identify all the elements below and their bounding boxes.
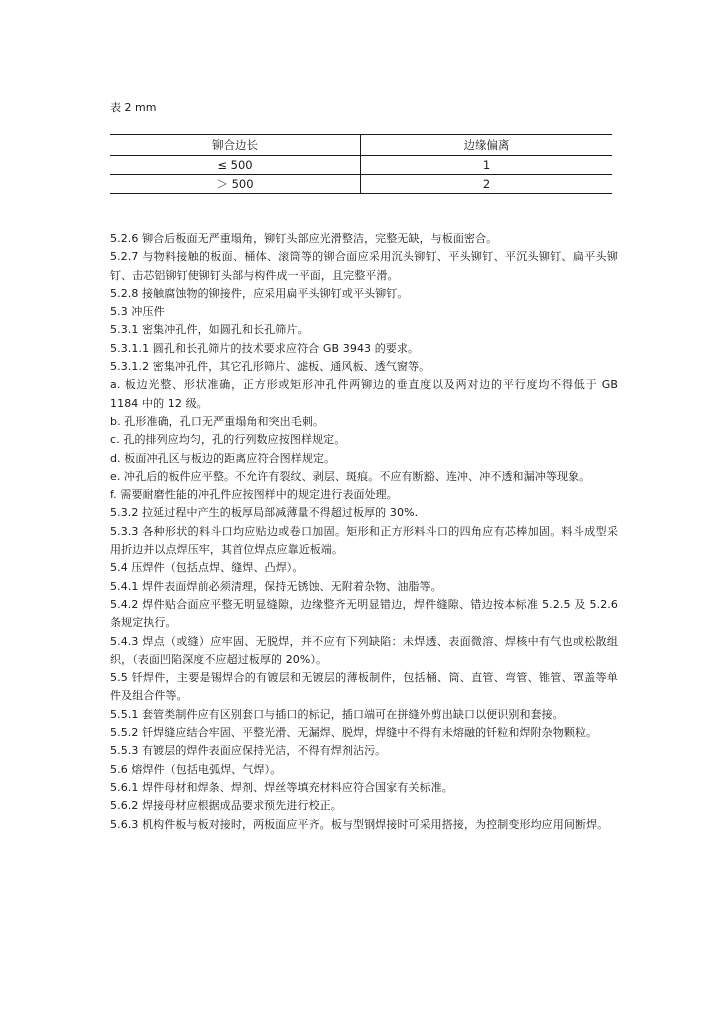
paragraph: 5.3.1.2 密集冲孔件，其它孔形筛片、滤板、通风板、透气窗等。 [110, 360, 431, 374]
paragraph: 5.5.2 钎焊缝应结合牢固、平整光滑、无漏焊、脱焊，焊缝中不得有未熔融的钎粒和焊附杂物颗粒。 [110, 726, 598, 740]
paragraph: 5.3.1 密集冲孔件，如圆孔和长孔筛片。 [110, 323, 309, 337]
paragraph: 5.4.3 焊点（或缝）应牢固、无脱焊，并不应有下列缺陷：未焊透、表面微溶、焊核中有气也或松散组织，（表面凹陷深度不应超过板厚的 20%）。 [110, 634, 618, 666]
list-item: f. 需要耐磨性能的冲孔件应按图样中的规定进行表面处理。 [110, 488, 398, 502]
list-item: c. 孔的排列应均匀，孔的行列数应按图样规定。 [110, 433, 346, 447]
paragraph: 5.2.7 与物料接触的板面、桶体、滚筒等的铆合面应采用沉头铆钉、平头铆钉、平沉头铆钉、扁平头铆钉、击芯铝铆钉使铆钉头部与构件成一平面，且完整平滑。 [110, 250, 618, 282]
table-row [110, 175, 612, 194]
section-heading: 5.6 熔焊件（包括电弧焊、气焊）。 [110, 762, 282, 776]
table-row [110, 156, 612, 175]
spec-table [110, 134, 612, 194]
table-cell: 1 [361, 156, 613, 175]
table-caption: 表 2 mm [110, 101, 157, 114]
section-heading: 5.3 冲压件 [110, 305, 165, 319]
section-heading: 5.5 钎焊件，主要是锡焊合的有镀层和无镀层的薄板制件，包括桶、筒、直管、弯管、锥管、罩盖等单件及组合件等。 [110, 671, 618, 703]
section-heading: 5.4 压焊件（包括点焊、缝焊、凸焊）。 [110, 561, 304, 575]
table-cell: ≤ 500 [110, 156, 361, 175]
paragraph: 5.5.1 套管类制件应有区别套口与插口的标记，插口端可在拼缝外剪出缺口以便识别和套接。 [110, 707, 564, 721]
paragraph: 5.3.3 各种形状的料斗口均应贴边或卷口加固。矩形和正方形料斗口的四角应有芯棒加固。料斗成型采用折边并以点焊压牢，其首位焊点应靠近板端。 [110, 524, 618, 557]
table-cell: 2 [361, 175, 613, 194]
list-item: b. 孔形准确，孔口无严重塌角和突出毛刺。 [110, 414, 325, 428]
paragraph: 5.3.1.1 圆孔和长孔筛片的技术要求应符合 GB 3943 的要求。 [110, 341, 420, 355]
paragraph: 5.5.3 有镀层的焊件表面应保持光洁，不得有焊剂沾污。 [110, 744, 387, 758]
paragraph: 5.4.1 焊件表面焊前必须清理，保持无锈蚀、无附着杂物、油脂等。 [110, 579, 442, 593]
body-text [110, 230, 618, 834]
paragraph: 5.6.2 焊接母材应根据成品要求预先进行校正。 [110, 799, 342, 813]
list-item: a. 板边光整、形状准确，正方形或矩形冲孔件两铆边的垂直度以及两对边的平行度均不得低于 GB 1184 中的 12 级。 [110, 378, 618, 410]
table-header-cell: 边缘偏离 [361, 135, 613, 156]
table-header-row [110, 135, 612, 156]
list-item: e. 冲孔后的板件应平整。不允许有裂纹、剥层、斑痕。不应有断豁、连冲、冲不透和漏冲等现象。 [110, 469, 591, 483]
paragraph: 5.4.2 焊件贴合面应平整无明显缝隙，边缘整齐无明显错边，焊件缝隙、错边按本标准 5.2.5 及 5.2.6 条规定执行。 [110, 597, 618, 630]
table-cell: ＞ 500 [110, 175, 361, 194]
paragraph: 5.2.6 铆合后板面无严重塌角，铆钉头部应光滑整洁，完整无缺，与板面密合。 [110, 232, 498, 245]
paragraph: 5.6.3 机构件板与板对接时，两板面应平齐。板与型钢焊接时可采用搭接，为控制变形均应用间断焊。 [110, 817, 609, 831]
paragraph: 5.6.1 焊件母材和焊条、焊剂、焊丝等填充材料应符合国家有关标准。 [110, 780, 453, 794]
table-header-cell: 铆合边长 [110, 135, 361, 156]
paragraph: 5.2.8 接触腐蚀物的铆接件，应采用扁平头铆钉或平头铆钉。 [110, 286, 409, 300]
list-item: d. 板面冲孔区与板边的距离应符合图样规定。 [110, 451, 336, 465]
paragraph: 5.3.2 拉延过程中产生的板厚局部减薄量不得超过板厚的 30%. [110, 506, 419, 520]
